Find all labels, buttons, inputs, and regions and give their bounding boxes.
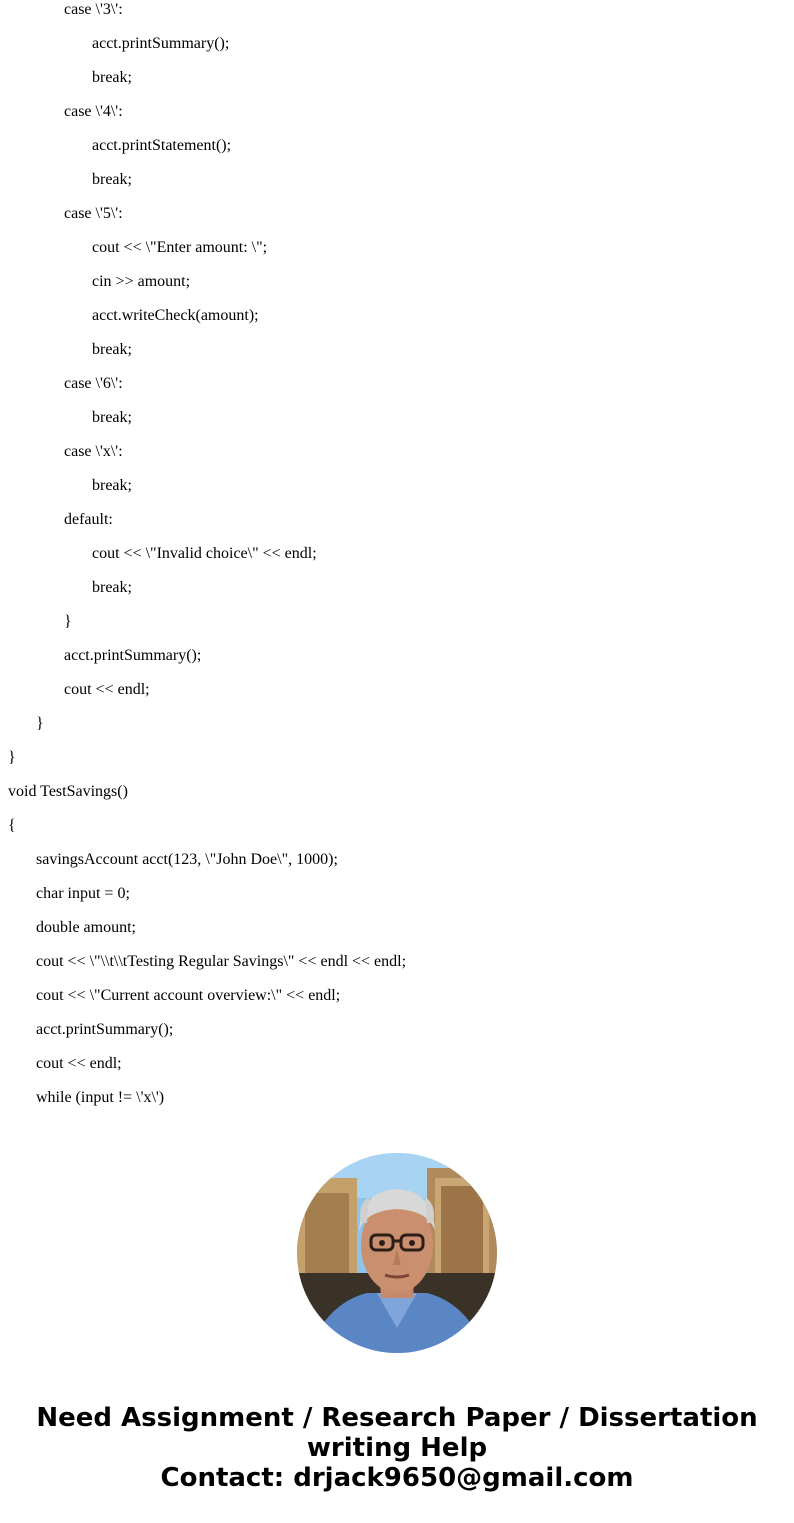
code-line: void TestSavings() xyxy=(8,783,128,800)
code-line: cout << \"Enter amount: \"; xyxy=(92,239,268,256)
contact-headline: Need Assignment / Research Paper / Dissertation xyxy=(36,1403,758,1433)
code-line: break; xyxy=(92,409,132,426)
code-line: { xyxy=(8,817,16,834)
code-line: acct.printSummary(); xyxy=(36,1021,174,1038)
code-line: char input = 0; xyxy=(36,885,130,902)
code-line: while (input != \'x\') xyxy=(36,1089,165,1106)
code-line: break; xyxy=(92,341,132,358)
code-line: acct.writeCheck(amount); xyxy=(92,307,259,324)
code-line: break; xyxy=(92,477,132,494)
code-line: case \'x\': xyxy=(64,443,123,460)
code-line: acct.printStatement(); xyxy=(92,137,232,154)
code-line: break; xyxy=(92,171,132,188)
code-line: cout << \"\\t\\tTesting Regular Savings\" << endl << endl; xyxy=(36,953,407,970)
code-line: cin >> amount; xyxy=(92,273,191,290)
code-line: } xyxy=(36,715,44,732)
code-line: break; xyxy=(92,579,132,596)
code-line: cout << endl; xyxy=(36,1055,122,1072)
contact-banner xyxy=(0,1403,794,1493)
code-line: } xyxy=(8,749,16,766)
code-line: acct.printSummary(); xyxy=(92,35,230,52)
code-line: case \'6\': xyxy=(64,375,123,392)
code-line: acct.printSummary(); xyxy=(64,647,202,664)
contact-subheadline: writing Help xyxy=(306,1433,488,1463)
code-line: savingsAccount acct(123, \"John Doe\", 1000); xyxy=(36,851,338,868)
author-photo xyxy=(297,1153,497,1353)
code-line: case \'4\': xyxy=(64,103,123,120)
code-line: break; xyxy=(92,69,132,86)
code-line: default: xyxy=(64,511,113,528)
code-line: cout << \"Current account overview:\" << endl; xyxy=(36,987,341,1004)
code-line: } xyxy=(64,613,72,630)
code-line: cout << endl; xyxy=(64,681,150,698)
code-line: case \'3\': xyxy=(64,1,123,18)
code-line: double amount; xyxy=(36,919,136,936)
person-portrait-icon xyxy=(297,1153,497,1353)
contact-email: Contact: drjack9650@gmail.com xyxy=(160,1463,634,1493)
code-line: cout << \"Invalid choice\" << endl; xyxy=(92,545,317,562)
code-line: case \'5\': xyxy=(64,205,123,222)
